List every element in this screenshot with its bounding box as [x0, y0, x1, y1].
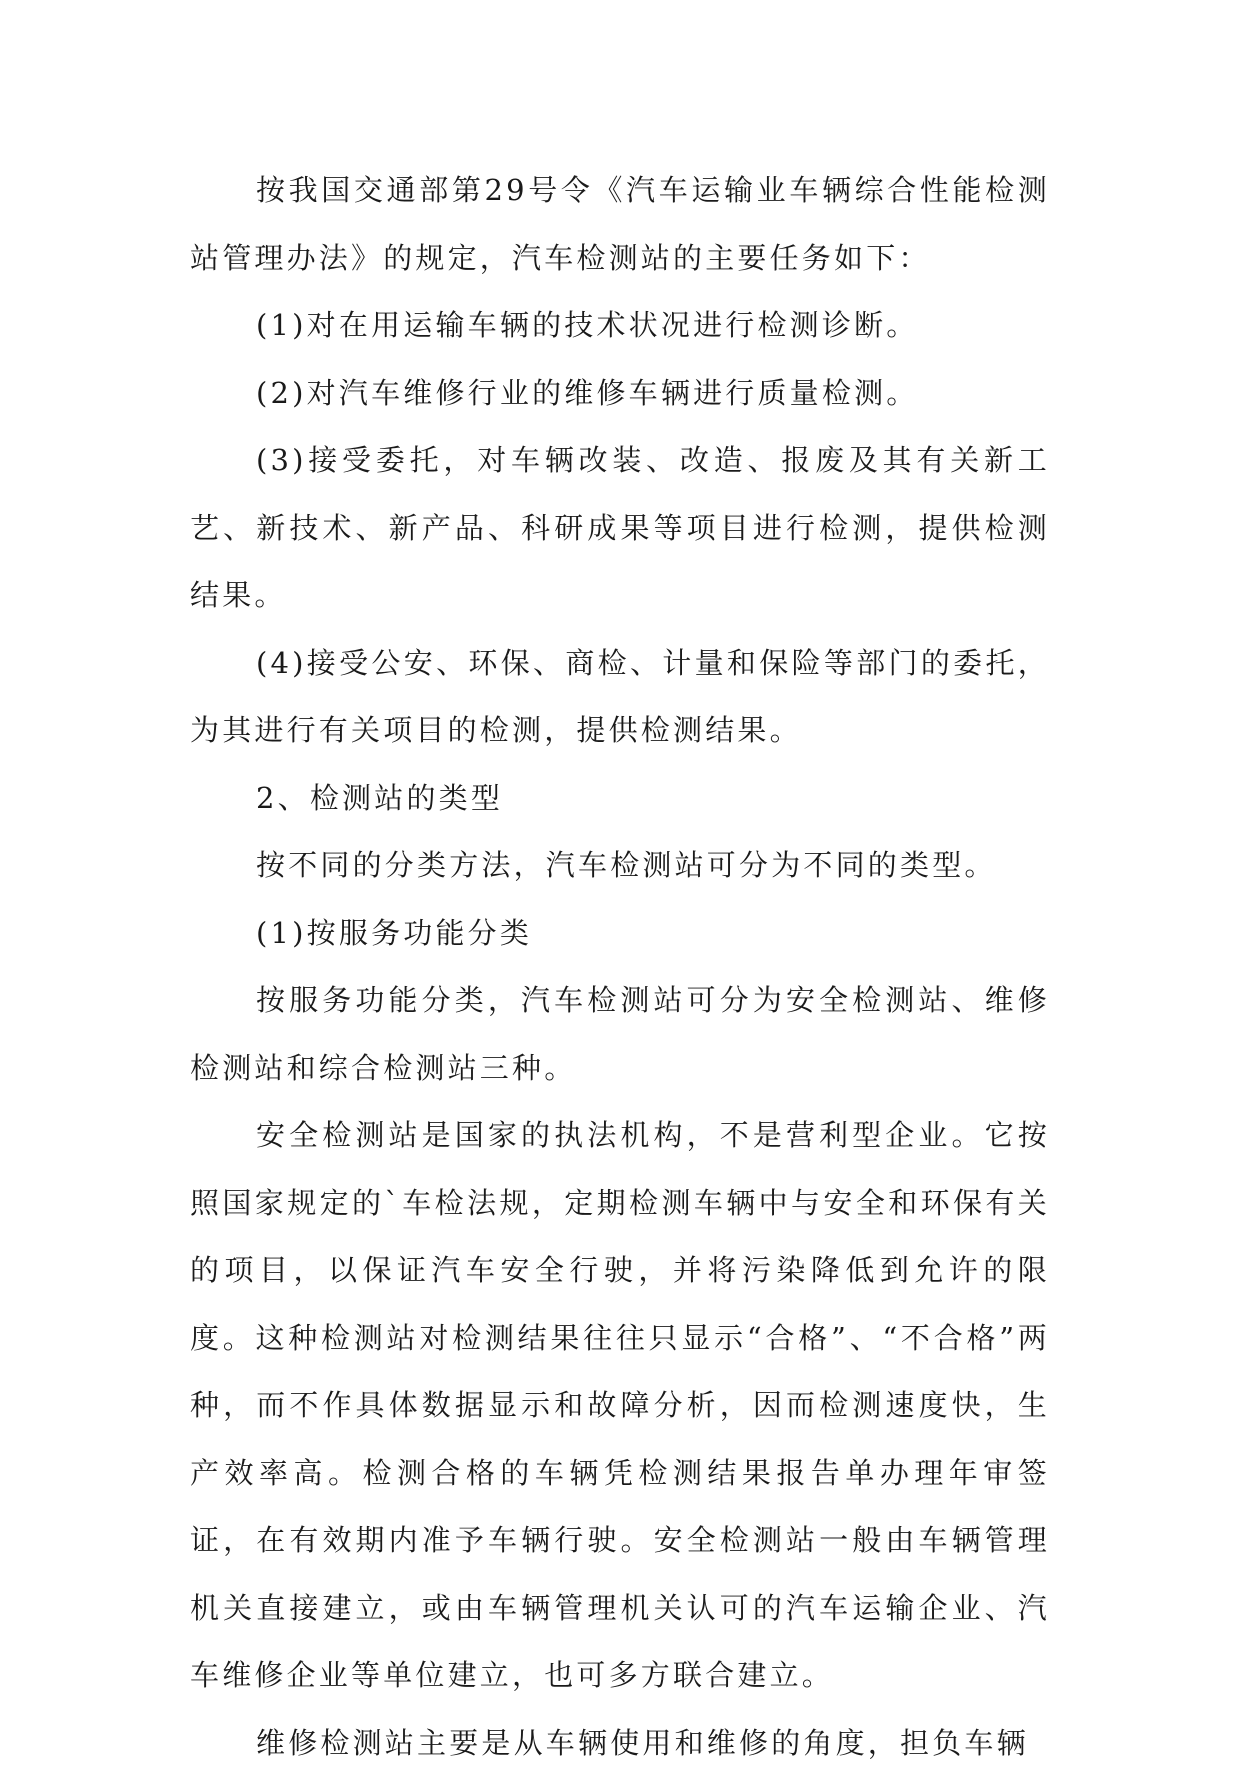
paragraph-task-3: (3)接受委托，对车辆改装、改造、报废及其有关新工艺、新技术、新产品、科研成果等项目进行检测，提供检测结果。 [190, 427, 1050, 630]
paragraph-task-1: (1)对在用运输车辆的技术状况进行检测诊断。 [190, 292, 1050, 360]
paragraph-classification-intro: 按不同的分类方法，汽车检测站可分为不同的类型。 [190, 832, 1050, 900]
paragraph-safety-station: 安全检测站是国家的执法机构，不是营利型企业。它按照国家规定的`车检法规，定期检测车辆中与安全和环保有关的项目，以保证汽车安全行驶，并将污染降低到允许的限度。这种检测站对检测结果往往只显示“合格”、“不合格”两种，而不作具体数据显示和故障分析，因而检测速度快，生产效率高。检测合格的车辆凭检测结果报告单办理年审签证，在有效期内准予车辆行驶。安全检测站一般由车辆管理机关直接建立，或由车辆管理机关认可的汽车运输企业、汽车维修企业等单位建立，也可多方联合建立。 [190, 1102, 1050, 1710]
subheading-by-service-function: (1)按服务功能分类 [190, 900, 1050, 968]
paragraph-repair-station: 维修检测站主要是从车辆使用和维修的角度，担负车辆 [190, 1710, 1050, 1777]
paragraph-task-4: (4)接受公安、环保、商检、计量和保险等部门的委托，为其进行有关项目的检测，提供检测结果。 [190, 630, 1050, 765]
section-heading-station-types: 2、检测站的类型 [190, 765, 1050, 833]
document-page [190, 157, 1050, 1777]
paragraph-three-station-types: 按服务功能分类，汽车检测站可分为安全检测站、维修检测站和综合检测站三种。 [190, 967, 1050, 1102]
paragraph-regulation-intro: 按我国交通部第29号令《汽车运输业车辆综合性能检测站管理办法》的规定，汽车检测站的主要任务如下： [190, 157, 1050, 292]
paragraph-task-2: (2)对汽车维修行业的维修车辆进行质量检测。 [190, 360, 1050, 428]
